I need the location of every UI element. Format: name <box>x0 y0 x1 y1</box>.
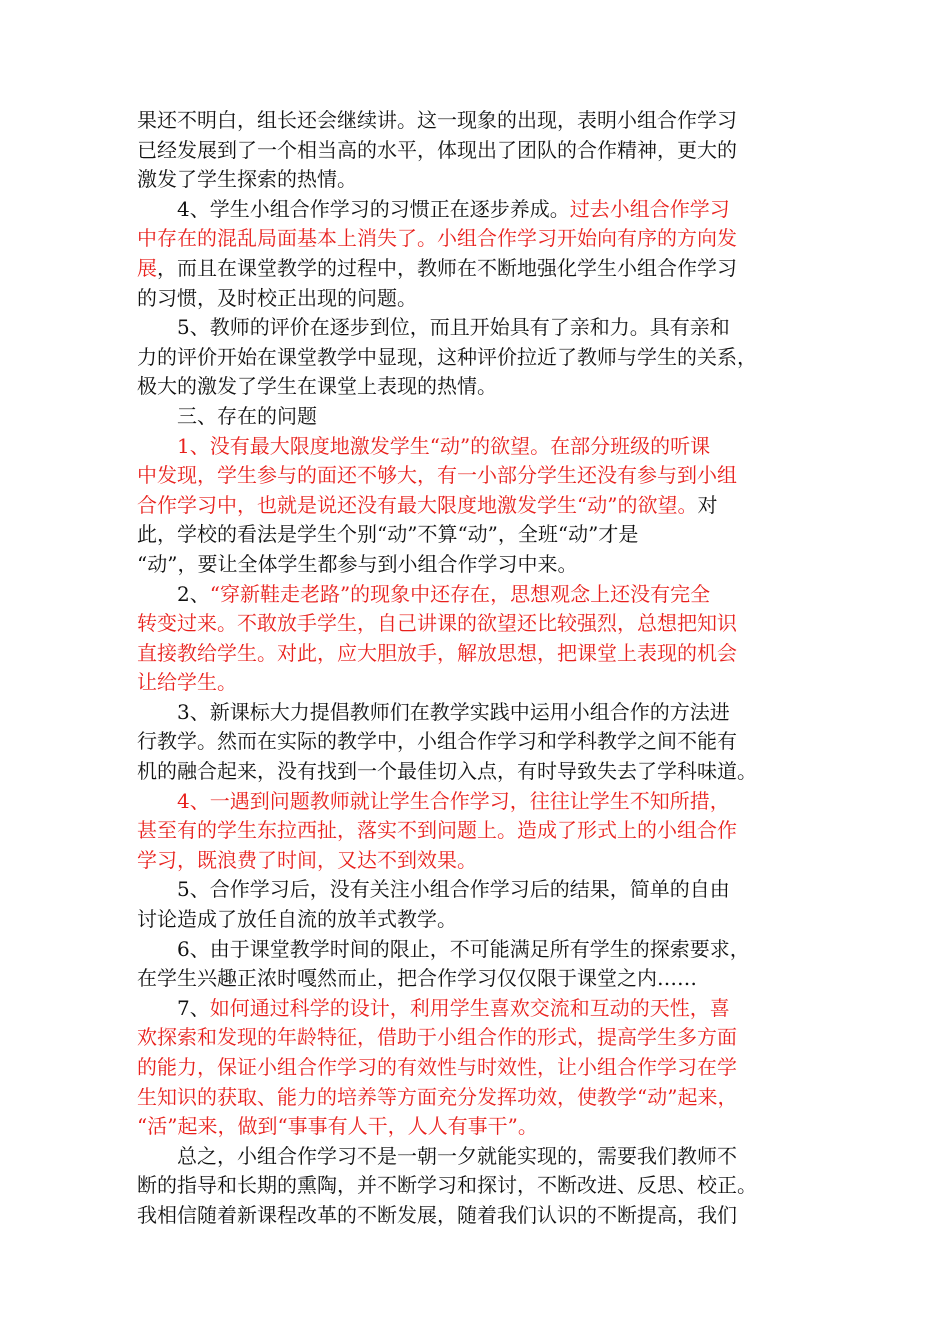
body-text: 此，学校的看法是学生个别“动”不算“动”，全班“动”才是 <box>137 522 639 547</box>
text-line <box>137 846 837 876</box>
highlighted-text: 欢探索和发现的年龄特征，借助于小组合作的形式，提高学生多方面 <box>137 1025 737 1050</box>
text-line <box>137 402 837 432</box>
body-text: 行教学。然而在实际的教学中，小组合作学习和学科教学之间不能有 <box>137 729 737 754</box>
text-line <box>137 136 837 166</box>
text-line <box>137 1112 837 1142</box>
text-line <box>137 787 837 817</box>
text-line <box>137 1201 837 1231</box>
highlighted-text: 4、一遇到问题教师就让学生合作学习，往往让学生不知所措， <box>137 788 730 813</box>
body-text: 6、由于课堂教学时间的限止，不可能满足所有学生的探索要求， <box>137 936 750 961</box>
text-line <box>137 994 837 1024</box>
text-line <box>137 1171 837 1201</box>
body-text: 5、合作学习后，没有关注小组合作学习后的结果，简单的自由 <box>137 877 730 902</box>
highlighted-text: 1、没有最大限度地激发学生“动”的欲望。在部分班级的听课 <box>137 433 711 458</box>
highlighted-text: 中发现，学生参与的面还不够大，有一小部分学生还没有参与到小组 <box>137 463 737 488</box>
text-line <box>137 432 837 462</box>
body-text: 4、学生小组合作学习的习惯正在逐步养成。 <box>137 196 570 221</box>
body-text: “动”，要让全体学生都参与到小组合作学习中来。 <box>137 551 578 576</box>
body-text: 讨论造成了放任自流的放羊式教学。 <box>137 907 457 932</box>
body-text: 力的评价开始在课堂教学中显现，这种评价拉近了教师与学生的关系， <box>137 344 757 369</box>
highlighted-text: 展 <box>137 255 157 280</box>
text-line <box>137 461 837 491</box>
text-line <box>137 964 837 994</box>
document-body <box>137 106 837 1231</box>
highlighted-text: 直接教给学生。对此，应大胆放手，解放思想，把课堂上表现的机会 <box>137 640 737 665</box>
body-text: 已经发展到了一个相当高的水平，体现出了团队的合作精神，更大的 <box>137 137 737 162</box>
text-line <box>137 313 837 343</box>
highlighted-text: 合作学习中，也就是说还没有最大限度地激发学生“动”的欲望。 <box>137 492 698 517</box>
text-line <box>137 698 837 728</box>
body-text: 断的指导和长期的熏陶，并不断学习和探讨，不断改进、反思、校正。 <box>137 1173 757 1198</box>
text-line <box>137 224 837 254</box>
text-line <box>137 195 837 225</box>
text-line <box>137 905 837 935</box>
highlighted-text: 转变过来。不敢放手学生，自己讲课的欲望还比较强烈，总想把知识 <box>137 611 737 636</box>
text-line <box>137 165 837 195</box>
text-line <box>137 520 837 550</box>
body-text: 在学生兴趣正浓时嘎然而止，把合作学习仅仅限于课堂之内…… <box>137 966 697 991</box>
text-line <box>137 1023 837 1053</box>
text-line <box>137 727 837 757</box>
text-line <box>137 875 837 905</box>
highlighted-text: 的能力，保证小组合作学习的有效性与时效性，让小组合作学习在学 <box>137 1055 737 1079</box>
body-text: 极大的激发了学生在课堂上表现的热情。 <box>137 374 497 399</box>
text-line <box>137 343 837 373</box>
highlighted-text: 学习，既浪费了时间，又达不到效果。 <box>137 847 477 872</box>
text-line <box>137 609 837 639</box>
body-text: 的习惯，及时校正出现的问题。 <box>137 285 417 310</box>
body-text: 果还不明白，组长还会继续讲。这一现象的出现，表明小组合作学习 <box>137 108 737 132</box>
body-text: 3、新课标大力提倡教师们在教学实践中运用小组合作的方法进 <box>137 699 730 724</box>
text-line <box>137 284 837 314</box>
body-text: 7、 <box>137 995 210 1020</box>
text-line <box>137 1083 837 1113</box>
body-text: 机的融合起来，没有找到一个最佳切入点，有时导致失去了学科味道。 <box>137 759 757 784</box>
text-line <box>137 1142 837 1172</box>
text-line <box>137 639 837 669</box>
body-text: ，而且在课堂教学的过程中，教师在不断地强化学生小组合作学习 <box>157 255 737 280</box>
highlighted-text: 让给学生。 <box>137 670 237 695</box>
text-line <box>137 668 837 698</box>
body-text: 我相信随着新课程改革的不断发展，随着我们认识的不断提高，我们 <box>137 1202 737 1227</box>
highlighted-text: 中存在的混乱局面基本上消失了。小组合作学习开始向有序的方向发 <box>137 226 737 251</box>
text-line <box>137 757 837 787</box>
body-text: 2、 <box>137 581 210 606</box>
highlighted-text: 甚至有的学生东拉西扯，落实不到问题上。造成了形式上的小组合作 <box>137 818 737 843</box>
highlighted-text: “穿新鞋走老路”的现象中还存在，思想观念上还没有完全 <box>209 581 711 606</box>
highlighted-text: 生知识的获取、能力的培养等方面充分发挥功效，使教学“动”起来， <box>137 1084 738 1109</box>
text-line <box>137 491 837 521</box>
text-line <box>137 106 837 136</box>
text-line <box>137 580 837 610</box>
highlighted-text: 过去小组合作学习 <box>569 196 730 221</box>
text-line <box>137 254 837 284</box>
text-line <box>137 550 837 580</box>
text-line <box>137 372 837 402</box>
body-text: 总之，小组合作学习不是一朝一夕就能实现的，需要我们教师不 <box>137 1143 737 1168</box>
body-text: 对 <box>697 492 718 517</box>
body-text: 激发了学生探索的热情。 <box>137 167 357 192</box>
text-line <box>137 816 837 846</box>
text-line <box>137 935 837 965</box>
highlighted-text: 如何通过科学的设计，利用学生喜欢交流和互动的天性，喜 <box>209 995 730 1020</box>
body-text: 三、存在的问题 <box>137 403 317 428</box>
highlighted-text: “活”起来，做到“事事有人干，人人有事干”。 <box>137 1114 538 1139</box>
body-text: 5、教师的评价在逐步到位，而且开始具有了亲和力。具有亲和 <box>137 315 730 340</box>
text-line <box>137 1053 837 1083</box>
